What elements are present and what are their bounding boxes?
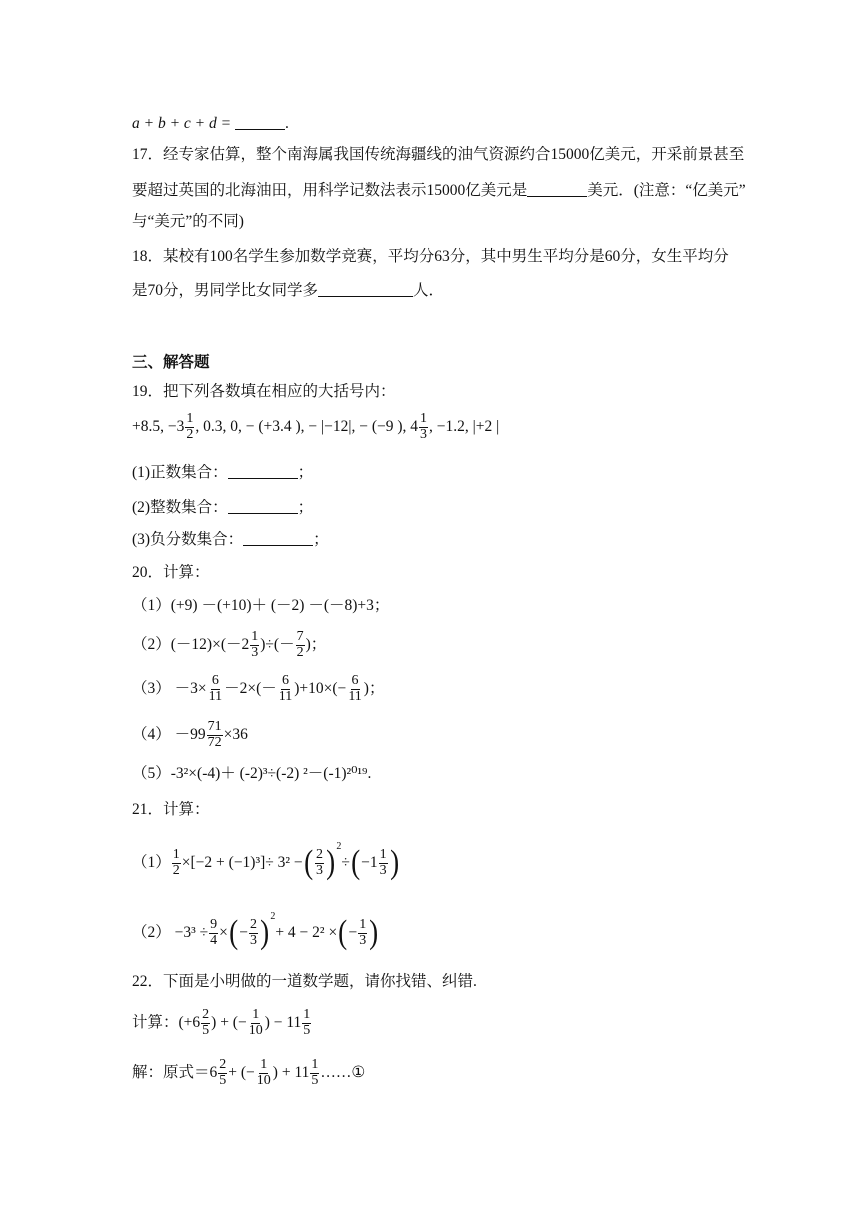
expr: − [348, 924, 358, 941]
expr: （1） [132, 854, 171, 871]
answer-blank [235, 128, 285, 130]
answer-blank [527, 195, 587, 197]
left-paren: ( [303, 844, 313, 882]
q16-tail [132, 116, 289, 132]
part-label: (2)整数集合： [132, 499, 228, 516]
q21-part2 [132, 912, 380, 950]
q18-text: 是70分，男同学比女同学多 [132, 282, 319, 299]
q19-numbers [132, 412, 499, 442]
exponent: 2 [270, 911, 276, 922]
q17-line1: 17．经专家估算，整个南海属我国传统海疆线的油气资源约合15000亿美元，开采前景甚至 [132, 146, 745, 163]
q21-stem: 21．计算： [132, 801, 210, 818]
q18-line1: 18．某校有100名学生参加数学竞赛，平均分63分，其中男生平均分是60分，女生平均分 [132, 248, 729, 265]
expr: ×[−2 + (−1)³]÷ 3² − [181, 854, 303, 871]
separator: ； [313, 531, 329, 548]
q20-part4 [132, 720, 248, 750]
expr: －2×(－ [224, 679, 277, 697]
fraction: $\frac{71}{72}$ [207, 719, 222, 750]
separator: ； [297, 499, 314, 516]
expr: （2）(－12)×(－2 [132, 635, 250, 653]
fraction: $\frac{1}{5}$ [311, 1057, 319, 1088]
fraction: $\frac{7}{2}$ [296, 629, 304, 660]
answer-blank [243, 544, 313, 546]
q21-part1 [132, 842, 400, 880]
expr: + (− [228, 1063, 255, 1081]
answer-blank [318, 295, 413, 297]
fraction: $\frac{9}{4}$ [210, 917, 218, 948]
q19-part2 [132, 500, 313, 516]
expr: ……① [320, 1063, 366, 1081]
fraction: $\frac{1}{3}$ [359, 917, 367, 948]
fraction: $\frac{6}{11}$ [278, 673, 293, 704]
expr: （2） −3³ ÷ [132, 924, 209, 941]
fraction: $\frac{2}{3}$ [316, 847, 323, 878]
expr: （3） －3× [132, 679, 207, 697]
fraction: $\frac{1}{10}$ [248, 1007, 263, 1038]
fraction: $\frac{1}{3}$ [420, 411, 428, 442]
exponent: 2 [336, 841, 342, 852]
part-label: (3)负分数集合： [132, 531, 244, 548]
numbers-part: , 0.3, 0, − (+3.4 ), − |−12|, − (−9 ), 4 [195, 417, 419, 435]
right-paren: ) [369, 914, 379, 952]
separator: ； [297, 464, 314, 481]
right-paren: ) [326, 844, 336, 882]
q22-calc [132, 1008, 312, 1038]
q18-text-end: 人． [413, 282, 445, 299]
expr: )+10×(− [294, 679, 347, 697]
expr: 解：原式＝6 [132, 1063, 218, 1081]
q22-stem: 22．下面是小明做的一道数学题，请你找错、纠错. [132, 973, 477, 990]
expr: )÷(－ [260, 635, 295, 653]
q18-line2 [132, 283, 444, 299]
expr: （4） －99 [132, 725, 206, 743]
q19-stem: 19．把下列各数填在相应的大括号内： [132, 383, 396, 400]
answer-blank [228, 477, 298, 479]
section-heading: 三、解答题 [132, 354, 210, 371]
expr: × [219, 924, 228, 941]
fraction: $\frac{1}{5}$ [303, 1007, 311, 1038]
q17-text-end: 美元．(注意：“亿美元” [587, 182, 746, 199]
left-paren: ( [338, 914, 348, 952]
expr: −1 [361, 854, 378, 871]
numbers-part: +8.5, −3 [132, 417, 185, 435]
expr: + 4 − 2² × [275, 924, 338, 941]
q20-part3 [132, 674, 384, 704]
right-paren: ) [389, 844, 399, 882]
right-paren: ) [260, 914, 270, 952]
expr: − [239, 924, 248, 941]
expr: 计算：(+6 [132, 1013, 201, 1031]
fraction: $\frac{1}{10}$ [256, 1057, 271, 1088]
expr: )； [305, 635, 327, 653]
left-paren: ( [229, 914, 239, 952]
q16-period: . [284, 115, 289, 132]
fraction: $\frac{1}{3}$ [251, 629, 259, 660]
expr: ×36 [223, 725, 248, 743]
q17-line3: 与“美元”的不同) [132, 213, 244, 230]
q22-solution [132, 1058, 365, 1088]
answer-blank [228, 512, 298, 514]
q20-part1: （1）(+9) －(+10)＋ (－2) －(－8)+3； [132, 597, 390, 614]
fraction: $\frac{1}{2}$ [172, 847, 180, 878]
left-paren: ( [350, 844, 361, 882]
part-label: (1)正数集合： [132, 464, 228, 481]
expr: ) + 11 [272, 1063, 310, 1081]
expr: ) + (− [211, 1013, 247, 1031]
q16-expression: a + b + c + d = [132, 115, 232, 132]
fraction: $\frac{6}{11}$ [348, 673, 362, 704]
fraction: $\frac{2}{5}$ [202, 1007, 210, 1038]
q20-part2 [132, 630, 326, 660]
q20-part5: （5）-3²×(-4)＋ (-2)³÷(-2) ²－(-1)²⁰¹⁹. [132, 765, 372, 782]
fraction: $\frac{1}{3}$ [379, 847, 387, 878]
q17-text: 要超过英国的北海油田，用科学记数法表示15000亿美元是 [132, 182, 528, 199]
expr: )； [363, 679, 385, 697]
expr: ÷ [341, 854, 350, 871]
numbers-part: , −1.2, |+2 | [429, 417, 500, 435]
q19-part1 [132, 465, 313, 481]
q20-stem: 20．计算： [132, 564, 210, 581]
expr: ) − 11 [264, 1013, 302, 1031]
fraction: $\frac{6}{11}$ [208, 673, 223, 704]
q19-part3 [132, 532, 329, 548]
q17-line2 [132, 183, 746, 199]
fraction: $\frac{1}{2}$ [186, 411, 194, 442]
fraction: $\frac{2}{3}$ [249, 917, 257, 948]
fraction: $\frac{2}{5}$ [219, 1057, 227, 1088]
